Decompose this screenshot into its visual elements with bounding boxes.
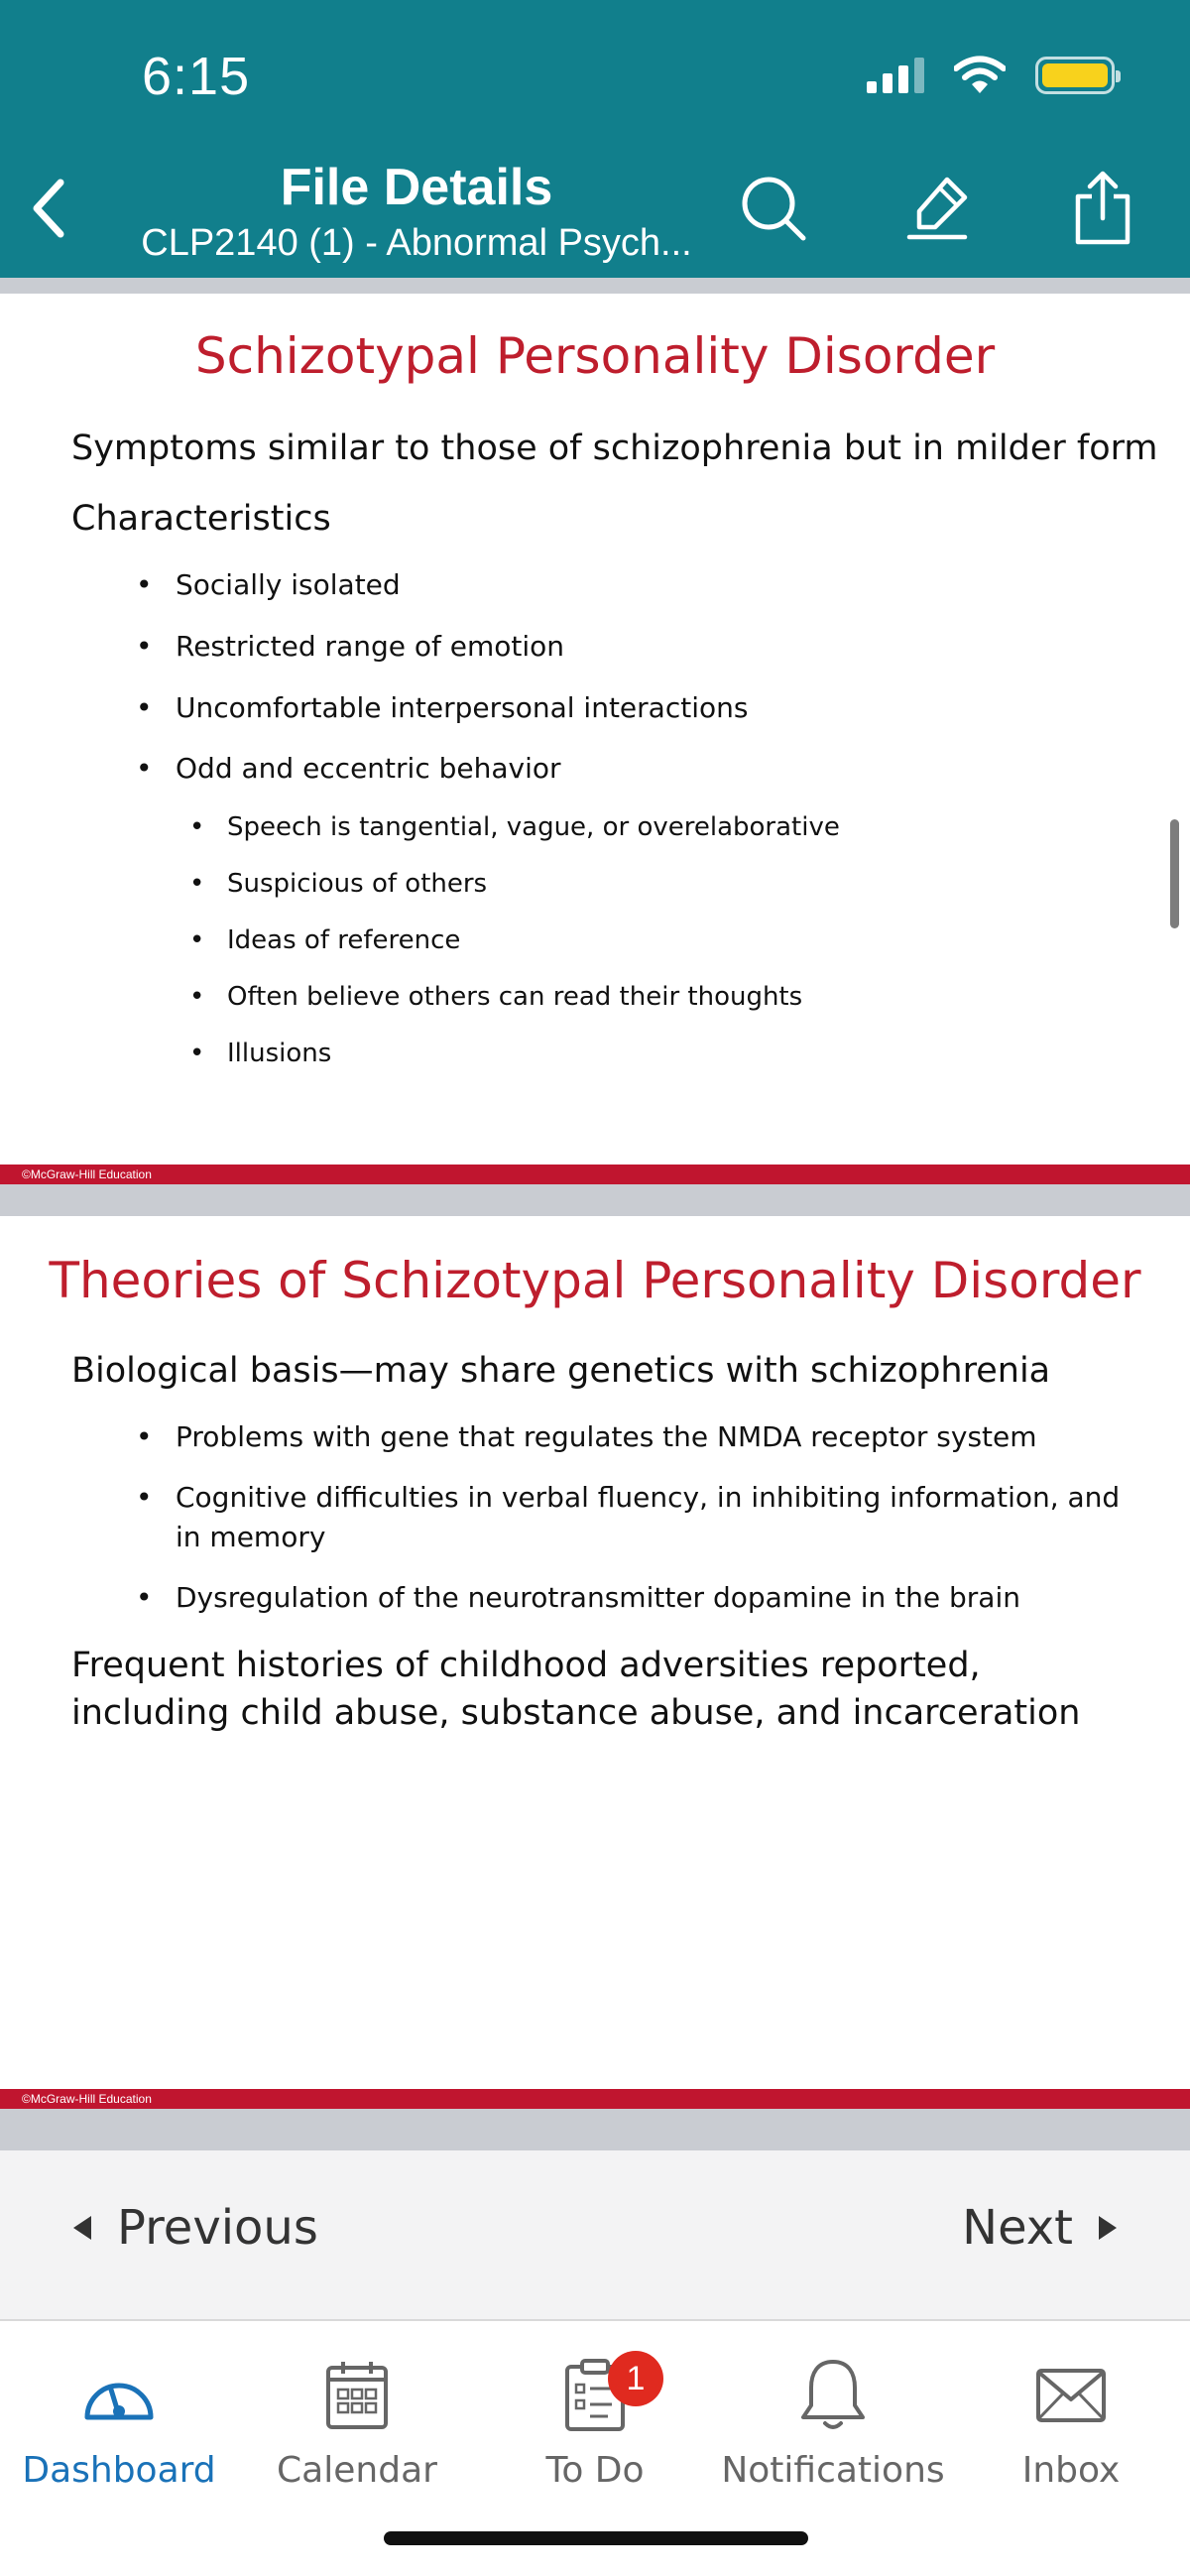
- home-indicator: [384, 2531, 808, 2545]
- header-title-block: [119, 157, 714, 268]
- search-button[interactable]: [734, 169, 813, 248]
- tab-calendar[interactable]: [238, 2341, 476, 2491]
- bullet-item: • Cognitive difficulties in verbal fluency, in inhibiting information, and in memory: [136, 1481, 1121, 1553]
- tab-dashboard[interactable]: [0, 2341, 238, 2491]
- caret-left-icon: [71, 2214, 93, 2242]
- slide-closing: Frequent histories of childhood adversities reported, including child abuse, substance abuse, and incarceration: [71, 1646, 1081, 1733]
- status-time: 6:15: [142, 47, 251, 106]
- annotate-button[interactable]: [898, 169, 978, 248]
- previous-label: Previous: [117, 2200, 318, 2256]
- battery-icon: [1035, 57, 1115, 94]
- sub-bullet-item: • Illusions: [189, 1039, 332, 1068]
- bullet-item: • Uncomfortable interpersonal interactions: [136, 691, 749, 724]
- bullet-item: • Problems with gene that regulates the NMDA receptor system: [136, 1420, 1037, 1453]
- tab-inbox[interactable]: [952, 2341, 1190, 2491]
- bullet-item: • Restricted range of emotion: [136, 630, 565, 663]
- slide-lead: Biological basis—may share genetics with schizophrenia: [71, 1351, 1051, 1391]
- bell-icon: [797, 2358, 869, 2433]
- slide-footer-bar: [0, 2089, 1190, 2109]
- next-label: Next: [962, 2200, 1073, 2256]
- status-icons: [867, 56, 1115, 95]
- caret-right-icon: [1097, 2214, 1119, 2242]
- dashboard-icon: [79, 2366, 159, 2425]
- tab-label: Calendar: [277, 2450, 437, 2491]
- bullet-item: • Odd and eccentric behavior: [136, 752, 561, 785]
- todo-count-badge: 1: [608, 2351, 663, 2406]
- bullet-item: • Dysregulation of the neurotransmitter dopamine in the brain: [136, 1581, 1020, 1614]
- sub-bullet-item: • Speech is tangential, vague, or overelaborative: [189, 812, 840, 842]
- bullet-item: • Socially isolated: [136, 568, 401, 601]
- sub-bullet-item: • Ideas of reference: [189, 925, 461, 955]
- wifi-icon: [954, 56, 1006, 95]
- highlighter-icon: [903, 174, 973, 243]
- page-title: File Details: [280, 159, 553, 216]
- slide-footer-bar: [0, 1165, 1190, 1184]
- copyright-text: ©McGraw-Hill Education: [22, 2092, 152, 2106]
- tab-todo[interactable]: [476, 2341, 714, 2491]
- copyright-text: ©McGraw-Hill Education: [22, 1167, 152, 1181]
- tab-label: To Do: [545, 2450, 645, 2491]
- slide: [0, 294, 1190, 1184]
- calendar-icon: [325, 2360, 389, 2431]
- tab-notifications[interactable]: [714, 2341, 952, 2491]
- slide-title: Schizotypal Personality Disorder: [194, 327, 996, 385]
- inbox-icon: [1035, 2368, 1107, 2423]
- sub-bullet-item: • Suspicious of others: [189, 869, 488, 899]
- slide-navigation: [0, 2150, 1190, 2321]
- page-subtitle: CLP2140 (1) - Abnormal Psych...: [141, 222, 692, 264]
- sub-bullet-item: • Often believe others can read their thoughts: [189, 982, 803, 1012]
- share-button[interactable]: [1063, 169, 1142, 248]
- search-icon: [739, 174, 808, 243]
- slide: [0, 1216, 1190, 2109]
- share-icon: [1070, 171, 1135, 246]
- tab-label: Notifications: [721, 2450, 945, 2491]
- next-button[interactable]: [962, 2200, 1119, 2256]
- tab-label: Dashboard: [22, 2450, 216, 2491]
- back-button[interactable]: [24, 174, 73, 243]
- app-header: [0, 0, 1190, 278]
- cellular-signal-icon: [867, 58, 924, 93]
- slide-heading: Characteristics: [71, 499, 331, 539]
- previous-button[interactable]: [71, 2200, 318, 2256]
- chevron-left-icon: [29, 179, 68, 238]
- tab-label: Inbox: [1021, 2450, 1121, 2491]
- slide-lead: Symptoms similar to those of schizophrenia but in milder form: [71, 429, 1158, 468]
- scrollbar[interactable]: [1170, 819, 1179, 928]
- slide-title: Theories of Schizotypal Personality Disorder: [49, 1252, 1141, 1309]
